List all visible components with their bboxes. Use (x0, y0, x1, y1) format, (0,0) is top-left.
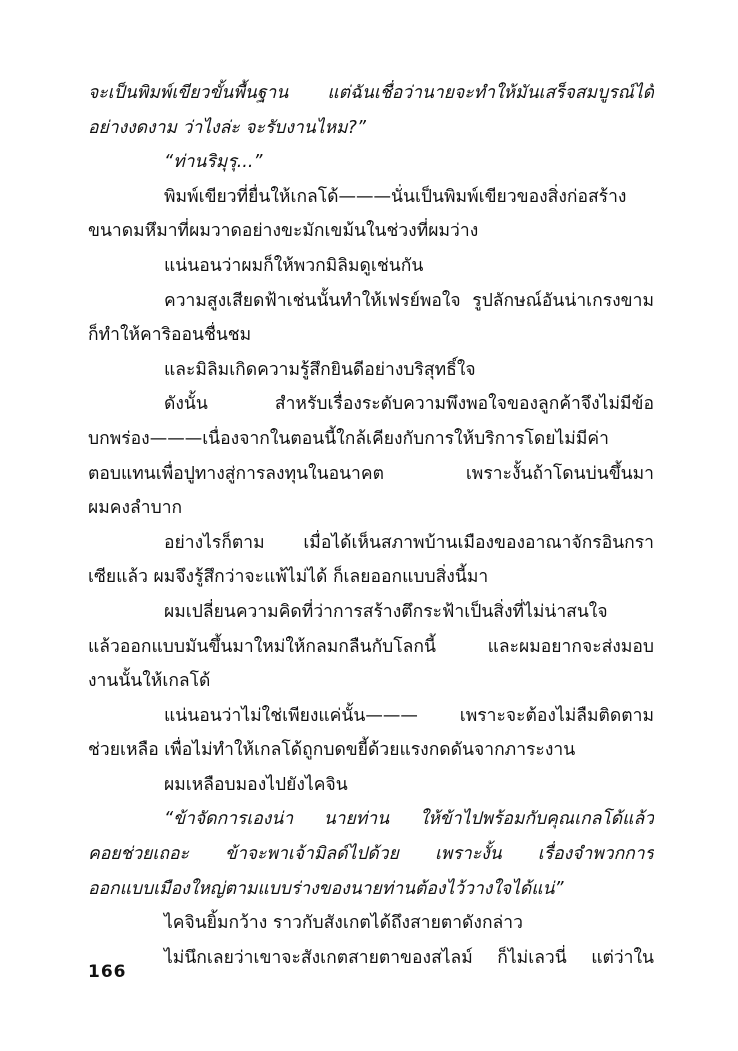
page-number: 166 (88, 962, 127, 982)
text-line: เซียแล้ว ผมจึงรู้สึกว่าจะแพ้ไม่ได้ ก็เลยออกแบบสิ่งนี้มา (88, 567, 489, 588)
text-line: แน่นอนว่าไม่ใช่เพียงแค่นั้น——— เพราะจะต้องไม่ลืมติดตาม (164, 705, 654, 726)
text-line: แล้วออกแบบมันขึ้นมาใหม่ให้กลมกลืนกับโลกนี้ และผมอยากจะส่งมอบ (88, 636, 654, 657)
text-line: “ท่านริมุรุ...” (164, 152, 263, 173)
text-line: ผมคงลำบาก (88, 498, 183, 519)
text-line: แน่นอนว่าผมก็ให้พวกมิลิมดูเช่นกัน (164, 255, 424, 276)
text-line: อย่างไรก็ตาม เมื่อได้เห็นสภาพบ้านเมืองของอาณาจักรอินกรา (164, 532, 654, 553)
text-line: ออกแบบเมืองใหญ่ตามแบบร่างของนายท่านต้องไว้วางใจได้แน่” (88, 878, 564, 899)
text-line: “ข้าจัดการเองน่า นายท่าน ให้ข้าไปพร้อมกับคุณเกลโด้แล้ว (164, 809, 654, 830)
text-line: ดังนั้น สำหรับเรื่องระดับความพึงพอใจของลูกค้าจึงไม่มีข้อ (164, 394, 654, 415)
text-line: และมิลิมเกิดความรู้สึกยินดีอย่างบริสุทธิ์ใจ (164, 359, 476, 380)
text-line: คอยช่วยเถอะ ข้าจะพาเจ้ามิลด์ไปด้วย เพราะงั้น เรื่องจำพวกการ (88, 844, 654, 865)
text-line: ก็ทำให้คาริออนชื่นชม (88, 325, 252, 346)
text-line: ขนาดมหึมาที่ผมวาดอย่างขะมักเขม้นในช่วงที่ผมว่าง (88, 221, 479, 242)
text-line: ไม่นึกเลยว่าเขาจะสังเกตสายตาของสไลม์ ก็ไม่เลวนี่ แต่ว่าใน (164, 947, 654, 968)
text-line: ความสูงเสียดฟ้าเช่นนั้นทำให้เฟรย์พอใจ รูปลักษณ์อันน่าเกรงขาม (164, 290, 654, 311)
text-line: อย่างงดงาม ว่าไงล่ะ จะรับงานไหม?” (88, 117, 366, 138)
text-line: ผมเปลี่ยนความคิดที่ว่าการสร้างตึกระฟ้าเป็นสิ่งที่ไม่น่าสนใจ (164, 601, 608, 622)
text-line: ตอบแทนเพื่อปูทางสู่การลงทุนในอนาคต เพราะงั้นถ้าโดนบ่นขึ้นมา (88, 463, 654, 484)
text-line: จะเป็นพิมพ์เขียวขั้นพื้นฐาน แต่ฉันเชื่อว่านายจะทำให้มันเสร็จสมบูรณ์ได้ (88, 83, 654, 103)
text-line: งานนั้นให้เกลโด้ (88, 671, 211, 692)
text-line: ช่วยเหลือ เพื่อไม่ทำให้เกลโด้ถูกบดขยี้ด้วยแรงกดดันจากภาระงาน (88, 740, 576, 761)
text-line: ไคจินยิ้มกว้าง ราวกับสังเกตได้ถึงสายตาดังกล่าว (164, 913, 523, 934)
text-line: ผมเหลือบมองไปยังไคจิน (164, 774, 348, 795)
body-text (88, 76, 654, 975)
text-line: บกพร่อง———เนื่องจากในตอนนี้ใกล้เคียงกับการให้บริการโดยไม่มีค่า (88, 428, 609, 449)
text-line: พิมพ์เขียวที่ยื่นให้เกลโด้———นั่นเป็นพิมพ์เขียวของสิ่งก่อสร้าง (164, 186, 627, 207)
